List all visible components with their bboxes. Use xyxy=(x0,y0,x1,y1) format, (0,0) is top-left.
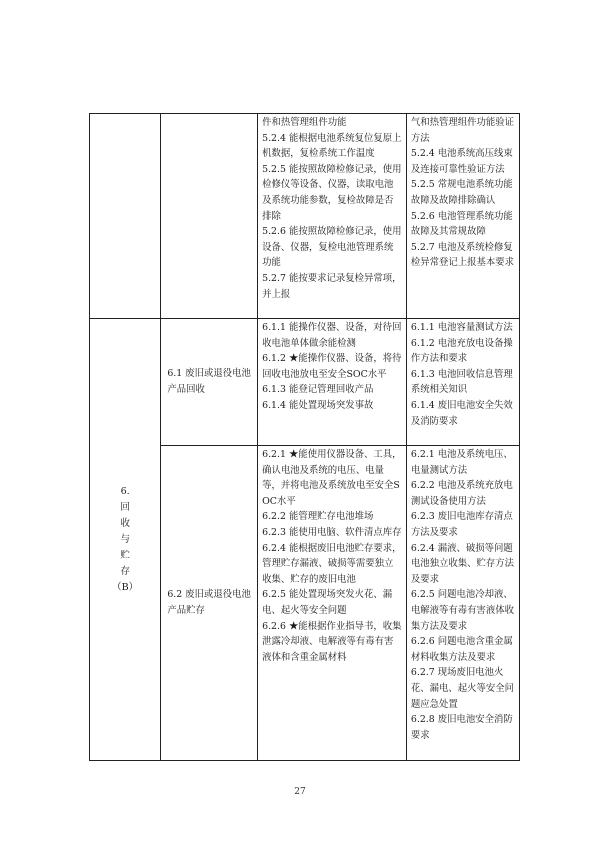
knowledge-item: 6.2.8 废旧电池安全消防要求 xyxy=(410,714,513,741)
table-row xyxy=(90,114,520,319)
knowledge-item: 5.2.5 常规电池系统功能故障及故障排除确认 xyxy=(410,179,513,206)
knowledge-item: 6.2.1 电池及系统电压、电量测试方法 xyxy=(410,449,513,476)
unit-cell xyxy=(161,319,258,446)
skill-item: 5.2.6 能按照故障检修记录，使用设备、仪器，复检电池管理系统功能 xyxy=(262,226,402,269)
skill-item: 件和热管理组件功能 xyxy=(262,117,347,128)
knowledge-item: 6.2.3 废旧电池库存清点方法及要求 xyxy=(410,511,513,538)
skills-table xyxy=(89,113,520,761)
knowledge-item: 6.1.1 电池容量测试方法 xyxy=(410,322,513,333)
unit-title: 6.1 废旧或退役电池产品回收 xyxy=(167,368,251,395)
knowledge-item: 6.1.4 废旧电池安全失效及消防要求 xyxy=(410,399,513,427)
skill-item: 6.2.6 ★能根据作业指导书，收集泄露冷却液、电解液等有毒有害液体和含重金属材料 xyxy=(262,620,402,663)
skill-item: 6.2.3 能使用电脑、软件清点库存 xyxy=(262,526,402,538)
skills-cell xyxy=(258,114,407,319)
knowledge-item: 气和热管理组件功能验证方法 xyxy=(410,117,515,144)
knowledge-item: 6.1.3 电池回收信息管理系统相关知识 xyxy=(410,368,513,396)
skill-item: 5.2.4 能根据电池系统复位复原上机数据，复检系统工作温度 xyxy=(262,132,402,160)
page-number: 27 xyxy=(294,787,306,797)
skills-cell xyxy=(258,446,407,761)
skills-cell xyxy=(258,319,407,446)
skill-item: 6.1.2 ★能操作仪器、设备，将待回收电池放电至安全SOC水平 xyxy=(262,353,402,380)
section-title: 6. 回 收 与 贮 存 （B） xyxy=(112,485,139,593)
knowledge-item: 6.2.7 现场废旧电池火花、漏电、起火等安全问题应急处置 xyxy=(410,667,515,710)
unit-cell xyxy=(161,446,258,761)
knowledge-item: 5.2.7 电池及系统检修复检异常登记上报基本要求 xyxy=(410,241,515,269)
knowledge-cell xyxy=(406,319,519,446)
knowledge-cell xyxy=(406,114,519,319)
skill-item: 5.2.7 能按要求记录复检异常项，并上报 xyxy=(262,272,402,300)
unit-cell-empty xyxy=(161,114,258,319)
skill-item: 6.2.2 能管理贮存电池堆场 xyxy=(262,511,374,523)
knowledge-item: 5.2.4 电池系统高压线束及连接可靠性验证方法 xyxy=(410,148,513,175)
table-row xyxy=(90,319,520,446)
skill-item: 6.2.4 能根据废旧电池贮存要求，管理贮存漏液、破损等需要独立收集、贮存的废旧电池 xyxy=(262,542,402,585)
knowledge-item: 6.1.2 电池充放电设备操作方法和要求 xyxy=(410,337,513,365)
unit-title: 6.2 废旧或退役电池产品贮存 xyxy=(167,589,251,616)
skill-item: 6.2.1 ★能使用仪器设备、工具，确认电池及系统的电压、电量等，并将电池及系统放电至安全SOC水平 xyxy=(262,449,402,507)
skill-item: 6.1.3 能登记管理回收产品 xyxy=(262,384,374,396)
knowledge-cell xyxy=(406,446,519,761)
section-cell xyxy=(90,319,161,761)
knowledge-item: 6.2.6 问题电池含重金属材料收集方法及要求 xyxy=(410,636,513,663)
knowledge-item: 6.2.5 问题电池冷却液、电解液等有毒有害液体收集方法及要求 xyxy=(410,589,515,632)
skill-item: 6.2.5 能处置现场突发火花、漏电、起火等安全问题 xyxy=(262,589,393,616)
skill-item: 5.2.5 能按照故障检修记录，使用检修仪等设备、仪器，读取电池及系统功能参数，复检故障是否排除 xyxy=(262,163,402,222)
skill-item: 6.1.4 能处置现场突发事故 xyxy=(262,399,374,411)
skill-item: 6.1.1 能操作仪器、设备，对待回收电池单体做余能检测 xyxy=(262,322,402,349)
section-cell-empty xyxy=(90,114,161,319)
knowledge-item: 6.2.4 漏液、破损等问题电池独立收集、贮存方法及要求 xyxy=(410,542,515,585)
knowledge-item: 5.2.6 电池管理系统功能故障及其常规故障 xyxy=(410,210,513,238)
knowledge-item: 6.2.2 电池及系统充放电测试设备使用方法 xyxy=(410,480,513,507)
